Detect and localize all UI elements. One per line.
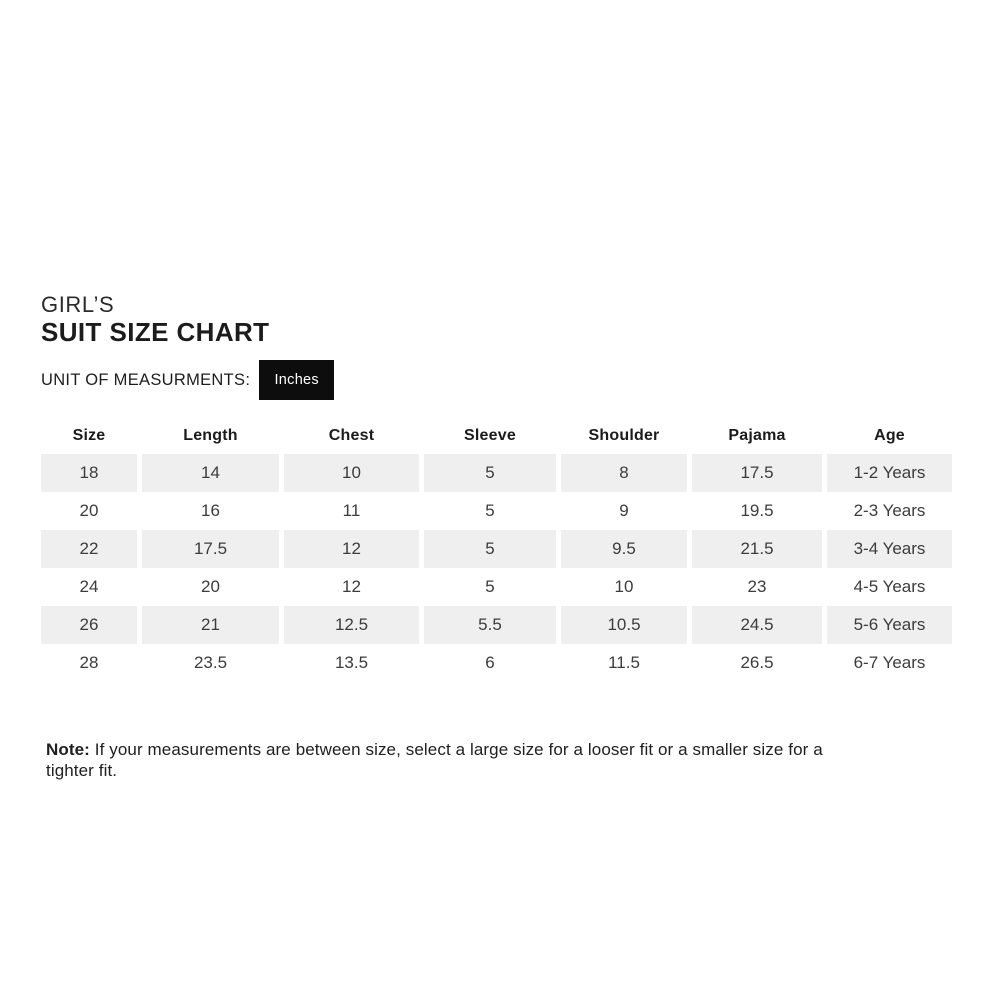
table-cell-sleeve: 5.5: [424, 606, 556, 644]
column-header-size: Size: [72, 427, 106, 444]
table-row: [41, 454, 953, 492]
table-cell-size: 28: [41, 644, 137, 682]
table-cell-shoulder: 9: [561, 492, 687, 530]
table-cell-age: 4-5 Years: [827, 568, 952, 606]
table-cell-pajama: 23: [692, 568, 822, 606]
table-cell-pajama: 26.5: [692, 644, 822, 682]
table-cell-sleeve: 5: [424, 530, 556, 568]
table-cell-chest: 12: [284, 530, 419, 568]
content-area: [41, 291, 956, 781]
table-cell-length: 14: [142, 454, 279, 492]
table-cell-chest: 11: [284, 492, 419, 530]
table-row: [41, 644, 953, 682]
table-cell-sleeve: 6: [424, 644, 556, 682]
table-cell-shoulder: 10.5: [561, 606, 687, 644]
size-table-header-row: [41, 418, 953, 454]
table-cell-length: 23.5: [142, 644, 279, 682]
table-cell-age: 6-7 Years: [827, 644, 952, 682]
page-title: [41, 291, 956, 347]
table-cell-size: 22: [41, 530, 137, 568]
table-cell-length: 16: [142, 492, 279, 530]
table-cell-age: 5-6 Years: [827, 606, 952, 644]
unit-label: UNIT OF MEASURMENTS:: [41, 370, 251, 389]
title-main: SUIT SIZE CHART: [41, 317, 270, 347]
table-cell-chest: 12.5: [284, 606, 419, 644]
table-cell-chest: 13.5: [284, 644, 419, 682]
table-cell-sleeve: 5: [424, 492, 556, 530]
table-cell-age: 1-2 Years: [827, 454, 952, 492]
column-header-shoulder: Shoulder: [588, 427, 660, 444]
table-cell-age: 3-4 Years: [827, 530, 952, 568]
table-cell-shoulder: 11.5: [561, 644, 687, 682]
table-cell-size: 18: [41, 454, 137, 492]
table-cell-pajama: 19.5: [692, 492, 822, 530]
table-cell-size: 26: [41, 606, 137, 644]
note: [46, 739, 868, 781]
table-cell-length: 20: [142, 568, 279, 606]
note-text: If your measurements are between size, select a large size for a looser fit or a smaller size for a tighter fit.: [46, 740, 823, 780]
size-table-body: [41, 454, 953, 682]
column-header-sleeve: Sleeve: [464, 427, 516, 444]
column-header-pajama: Pajama: [728, 427, 786, 444]
table-cell-shoulder: 9.5: [561, 530, 687, 568]
column-header-age: Age: [874, 427, 905, 444]
unit-inches-button[interactable]: Inches: [259, 360, 334, 400]
table-cell-shoulder: 8: [561, 454, 687, 492]
table-cell-size: 24: [41, 568, 137, 606]
table-cell-pajama: 21.5: [692, 530, 822, 568]
unit-row: [41, 360, 956, 400]
table-cell-pajama: 24.5: [692, 606, 822, 644]
table-row: [41, 568, 953, 606]
table-cell-sleeve: 5: [424, 454, 556, 492]
note-label: Note:: [46, 740, 90, 759]
table-cell-shoulder: 10: [561, 568, 687, 606]
table-cell-chest: 10: [284, 454, 419, 492]
table-cell-sleeve: 5: [424, 568, 556, 606]
table-row: [41, 492, 953, 530]
column-header-chest: Chest: [328, 427, 375, 444]
table-cell-chest: 12: [284, 568, 419, 606]
table-cell-length: 21: [142, 606, 279, 644]
title-category: GIRL’S: [41, 292, 115, 317]
table-cell-length: 17.5: [142, 530, 279, 568]
table-row: [41, 606, 953, 644]
size-table: [41, 418, 953, 682]
table-cell-age: 2-3 Years: [827, 492, 952, 530]
column-header-length: Length: [183, 427, 238, 444]
table-cell-size: 20: [41, 492, 137, 530]
table-cell-pajama: 17.5: [692, 454, 822, 492]
table-row: [41, 530, 953, 568]
